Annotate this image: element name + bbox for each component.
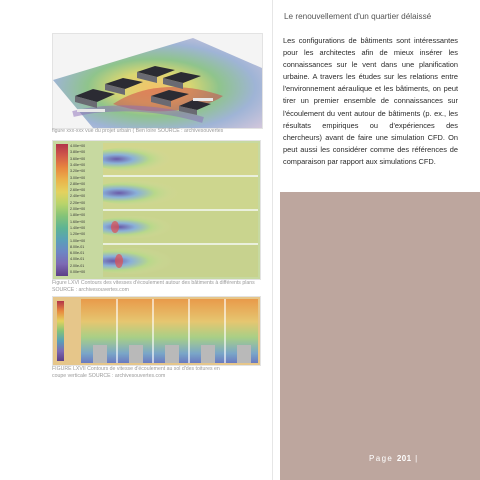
legend-label: 2.40e+00	[70, 194, 86, 199]
vertical-section-figure	[52, 296, 261, 366]
running-header: Le renouvellement d'un quartier délaissé	[284, 12, 432, 21]
column-divider	[272, 0, 273, 480]
velocity-contours-figure	[52, 140, 261, 280]
legend-label: 1.40e+00	[70, 225, 86, 230]
legend-label: 1.60e+00	[70, 219, 86, 224]
figure-caption-2: Figure LXVI Contours des vitesses d'écoulement autour des bâtiments à différents plans SOURCE : archivesouvertes.com	[52, 280, 255, 293]
legend-label: 3.80e+00	[70, 150, 86, 155]
legend-label: 3.20e+00	[70, 169, 86, 174]
legend-label: 1.00e+00	[70, 238, 86, 243]
page-number: Page 201 |	[369, 454, 419, 463]
legend-label: 1.20e+00	[70, 232, 86, 237]
figure-caption-1: figure xxx-xxx vue du projet urbain ( Ben loire SOURCE : archivesouvertes	[52, 128, 224, 134]
legend-label: 8.00e-01	[70, 244, 85, 249]
legend-label: 4.00e+00	[70, 144, 86, 148]
legend-label: 6.00e-01	[70, 251, 85, 256]
legend-label: 3.00e+00	[70, 175, 86, 180]
figure-caption-3: FIGURE LXVII Contours de vitesse d'écoulement au sol d'des toitures en coupe verticale SOURCE : archivesouvertes.com	[52, 366, 220, 379]
legend-label: 3.60e+00	[70, 156, 86, 161]
decorative-side-panel	[280, 192, 480, 480]
legend-label: 3.40e+00	[70, 162, 86, 167]
legend-label: 2.00e+00	[70, 207, 86, 211]
legend-label: 2.80e+00	[70, 181, 86, 186]
legend-label: 2.20e+00	[70, 200, 86, 205]
legend-label: 4.00e-01	[70, 257, 85, 262]
section-colorbar	[57, 301, 64, 361]
urban-wind-model-figure	[52, 33, 263, 129]
color-legend	[56, 144, 98, 276]
legend-label: 2.60e+00	[70, 188, 86, 193]
legend-label: 0.00e+00	[70, 270, 86, 274]
legend-colorbar	[56, 144, 68, 276]
legend-label: 2.00e-01	[70, 263, 85, 268]
legend-label: 1.80e+00	[70, 213, 86, 218]
body-paragraph: Les configurations de bâtiments sont intéressantes pour les architectes afin de mieux insérer les connaissances sur le vent dans une planification urbaine. A travers les études sur les relations entre l'environnement aéraulique et les bâtiments, on peut tirer un premier ensemble de connaissances sur l'écoulement du vent autour de bâtiments (p. ex., les résultats empiriques ou d'expériences des chercheurs) avant de faire une simulation CFD. On peut aussi les considérer comme des références de comparaison par rapport aux simulations CFD.	[283, 36, 458, 166]
